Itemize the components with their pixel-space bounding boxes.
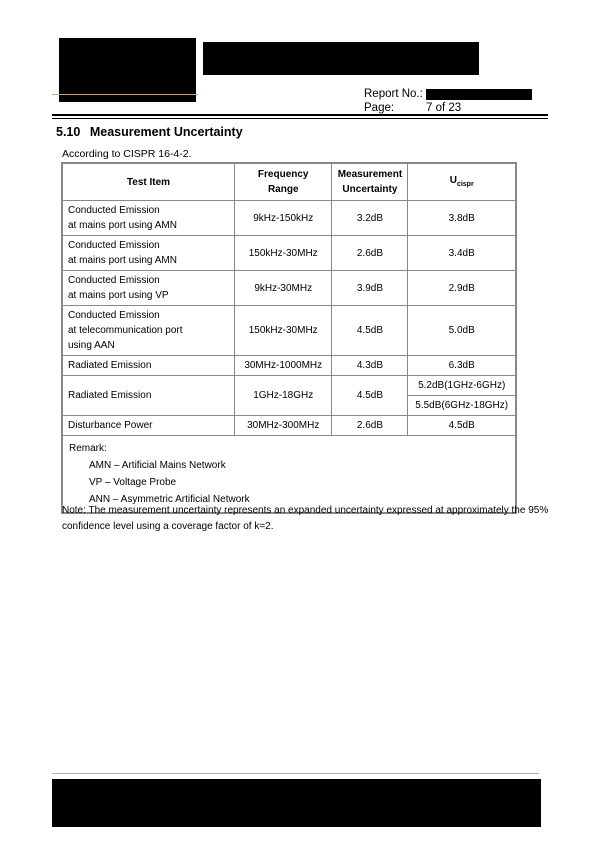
ucispr-cell: 3.8dB bbox=[408, 201, 516, 236]
uncertainty-note: Note: The measurement uncertainty represents an expanded uncertainty expressed at approximately the 95% confidence level using a coverage factor of k=2. bbox=[62, 505, 549, 532]
test-item-cell bbox=[62, 236, 234, 271]
ucispr-cell: 5.5dB(6GHz-18GHz) bbox=[408, 396, 516, 416]
header-rule-thin bbox=[52, 118, 548, 119]
redacted-footer bbox=[52, 779, 541, 827]
remark-cell bbox=[62, 436, 516, 514]
test-item-line: using AAN bbox=[68, 340, 115, 351]
header-ucispr bbox=[408, 163, 516, 201]
frequency-range-cell: 9kHz-30MHz bbox=[234, 271, 332, 306]
ucispr-cell: 5.0dB bbox=[408, 306, 516, 356]
test-item-cell bbox=[62, 271, 234, 306]
ucispr-cell: 2.9dB bbox=[408, 271, 516, 306]
header-measurement-uncertainty bbox=[332, 163, 408, 201]
test-item-cell bbox=[62, 201, 234, 236]
test-item-line: at telecommunication port bbox=[68, 325, 183, 336]
uncertainty-cell: 3.2dB bbox=[332, 201, 408, 236]
test-item-cell bbox=[62, 306, 234, 356]
remark-item: AMN – Artificial Mains Network bbox=[89, 460, 226, 471]
header-rule bbox=[52, 114, 548, 116]
uncertainty-cell: 4.5dB bbox=[332, 306, 408, 356]
standard-reference: According to CISPR 16-4-2. bbox=[62, 148, 192, 160]
header-mu-line2: Uncertainty bbox=[342, 184, 398, 195]
section-number: 5.10 bbox=[56, 125, 81, 139]
page-row bbox=[364, 101, 532, 115]
test-item-line: Conducted Emission bbox=[68, 275, 160, 286]
frequency-range-cell: 9kHz-150kHz bbox=[234, 201, 332, 236]
header-test-item: Test Item bbox=[62, 163, 234, 201]
header-frequency-line2: Range bbox=[267, 184, 299, 195]
uncertainty-cell: 4.5dB bbox=[332, 376, 408, 416]
header-frequency-line1: Frequency bbox=[257, 169, 309, 180]
report-no-row bbox=[364, 87, 532, 101]
frequency-range-cell: 1GHz-18GHz bbox=[234, 376, 332, 416]
remark-item: ANN – Asymmetric Artificial Network bbox=[89, 494, 250, 505]
remark-row bbox=[62, 436, 516, 514]
frequency-range-cell: 30MHz-1000MHz bbox=[234, 356, 332, 376]
table-row bbox=[62, 201, 516, 236]
uncertainty-cell: 3.9dB bbox=[332, 271, 408, 306]
uncertainty-cell: 4.3dB bbox=[332, 356, 408, 376]
section-title: Measurement Uncertainty bbox=[89, 125, 243, 139]
report-info bbox=[364, 87, 532, 115]
redacted-report-number bbox=[426, 89, 532, 100]
table-row bbox=[62, 416, 516, 436]
test-item-cell: Radiated Emission bbox=[62, 356, 234, 376]
test-item-line: at mains port using VP bbox=[68, 290, 169, 301]
table-row bbox=[62, 376, 516, 396]
test-item-cell: Disturbance Power bbox=[62, 416, 234, 436]
test-item-cell: Radiated Emission bbox=[62, 376, 234, 416]
frequency-range-cell: 150kHz-30MHz bbox=[234, 236, 332, 271]
test-item-line: Conducted Emission bbox=[68, 205, 160, 216]
footer-rule bbox=[52, 773, 539, 774]
ucispr-cell: 4.5dB bbox=[408, 416, 516, 436]
remark-item: VP – Voltage Probe bbox=[89, 477, 177, 488]
uncertainty-cell: 2.6dB bbox=[332, 236, 408, 271]
header-mu-line1: Measurement bbox=[337, 169, 403, 180]
uncertainty-table bbox=[61, 162, 517, 514]
page-value: 7 of 23 bbox=[426, 102, 462, 114]
table-header-row bbox=[62, 163, 516, 201]
test-item-line: Conducted Emission bbox=[68, 310, 160, 321]
test-item-line: Conducted Emission bbox=[68, 240, 160, 251]
header-frequency-range bbox=[234, 163, 332, 201]
logo-underline bbox=[52, 94, 198, 95]
frequency-range-cell: 30MHz-300MHz bbox=[234, 416, 332, 436]
frequency-range-cell: 150kHz-30MHz bbox=[234, 306, 332, 356]
ucispr-cell: 3.4dB bbox=[408, 236, 516, 271]
table-row bbox=[62, 236, 516, 271]
header-ucispr-main: U bbox=[449, 174, 457, 186]
test-item-line: at mains port using AMN bbox=[68, 255, 177, 266]
section-heading bbox=[56, 125, 243, 139]
redacted-logo bbox=[59, 38, 196, 102]
uncertainty-cell: 2.6dB bbox=[332, 416, 408, 436]
test-item-line: at mains port using AMN bbox=[68, 220, 177, 231]
report-no-label: Report No.: bbox=[364, 88, 423, 100]
table-row bbox=[62, 306, 516, 356]
remark-label: Remark: bbox=[69, 443, 107, 454]
table-row bbox=[62, 271, 516, 306]
header-ucispr-sub: cispr bbox=[456, 180, 474, 188]
ucispr-cell: 5.2dB(1GHz-6GHz) bbox=[408, 376, 516, 396]
page-label: Page: bbox=[364, 102, 395, 114]
ucispr-cell: 6.3dB bbox=[408, 356, 516, 376]
redacted-company-name bbox=[203, 42, 479, 75]
table-row bbox=[62, 356, 516, 376]
